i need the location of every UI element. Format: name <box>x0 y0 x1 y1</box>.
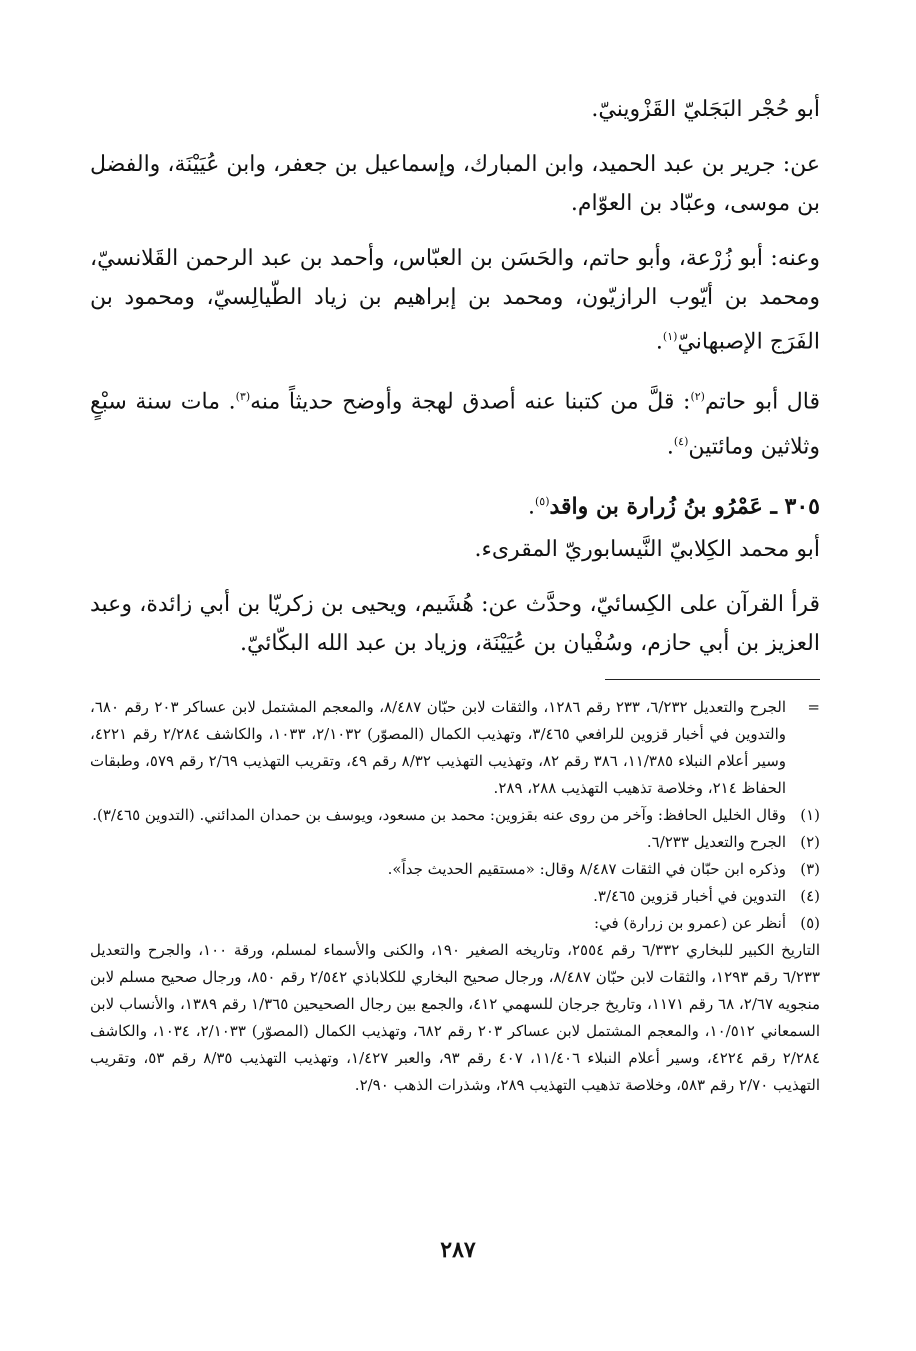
entry-nisba <box>90 530 820 569</box>
entry-end: . <box>527 494 535 520</box>
entry-heading <box>90 482 820 526</box>
page-number: ٢٨٧ <box>440 1237 476 1263</box>
opinion-paragraph <box>90 377 820 466</box>
opinion-a: قال أبو حاتم <box>704 389 821 415</box>
footnote-ref-1: (١) <box>662 330 678 343</box>
footnote-2 <box>90 829 820 856</box>
footnote-5-sources: التاريخ الكبير للبخاري ٦/٣٣٢ رقم ٢٥٥٤، وتاريخه الصغير ١٩٠، والكنى والأسماء لمسلم، ورقة ١٠٠، والجرح والتعديل ٦/٢٣٣ رقم ١٢٩٣، والثقات لابن حبّان ٨/٤٨٧، ورجال صحيح البخاري للكلاباذي ٢/٥٤٢ رقم ٨٥٠، ورجال صحيح مسلم لابن منجويه ٢/٦٧، ٦٨ رقم ١١٧١، وتاريخ جرجان للسهمي ٤١٢، والجمع بين رجال الصحيحين ١/٣٦٥ رقم ١٣٨٩، والأنساب لابن السمعاني ١٠/٥١٢، والمعجم المشتمل لابن عساكر ٢٠٣ رقم ٦٨٢، وتهذيب الكمال (المصوّر) ٢/١٠٣٣، ١٠٣٤، والكاشف ٢/٢٨٤ رقم ٤٢٢٤، وسير أعلام النبلاء ١١/٤٠٦، ٤٠٧ رقم ٩٣، والعبر ١/٤٢٧، وتهذيب التهذيب ٨/٣٥ رقم ٥٣، وتقريب التهذيب ٢/٧٠ رقم ٥٨٣، وخلاصة تذهيب التهذيب ٢٨٩، وشذرات الذهب ٢/٩٠. <box>90 941 821 1095</box>
page-content <box>90 90 820 1099</box>
footnote-4-mark: (٤) <box>800 887 820 906</box>
footnote-ref-5: (٥) <box>534 494 550 508</box>
nisba-text: أبو حُجْر البَجَليّ القَزْوينيّ. <box>591 97 820 122</box>
entry-nisba-text: أبو محمد الكِلابيّ النَّيسابوريّ المقرىء. <box>474 537 820 563</box>
footnote-3-text: وذكره ابن حبّان في الثقات ٨/٤٨٧ وقال: «مستقيم الحديث جداً». <box>387 860 786 879</box>
footnote-continued-text: الجرح والتعديل ٦/٢٣٢، ٢٣٣ رقم ١٢٨٦، والثقات لابن حبّان ٨/٤٨٧، والمعجم المشتمل لابن عساكر ٢٠٣ رقم ٦٨٠، والتدوين في أخبار قزوين للرافعي ٣/٤٦٥، وتهذيب الكمال (المصوّر) ٢/١٠٣٢، ١٠٣٣، والكاشف ٢/٢٨٤ رقم ٤٢٢١، وسير أعلام النبلاء ١١/٣٨٥، ٣٨٦ رقم ٨٢، وتهذيب التهذيب ٨/٣٢ رقم ٤٩، وتقريب التهذيب ٢/٦٩ رقم ٥٧٩، وطبقات الحفاظ ٢١٤، وخلاصة تذهيب التهذيب ٢٨٨، ٢٨٩. <box>90 698 787 798</box>
entry-narration <box>90 585 820 663</box>
opinion-c: . مات سنة سبْعٍ وثلاثين ومائتين <box>90 389 820 459</box>
footnote-4-text: التدوين في أخبار قزوين ٣/٤٦٥. <box>593 887 786 906</box>
footnote-2-mark: (٢) <box>800 833 820 852</box>
entry-title: ٣٠٥ ـ عَمْرُو بنُ زُرارة بن واقد <box>549 493 820 520</box>
footnote-4 <box>90 883 820 910</box>
footnote-divider <box>605 679 820 680</box>
footnote-3-mark: (٣) <box>800 860 820 879</box>
footnote-5-text: أنظر عن (عمرو بن زرارة) في: <box>593 914 786 933</box>
main-text <box>90 90 820 663</box>
teachers-paragraph <box>90 145 820 223</box>
footnote-continued-mark: = <box>807 698 820 717</box>
students-paragraph <box>90 239 820 361</box>
footnote-ref-2: (٢) <box>690 390 705 404</box>
footnote-continued <box>90 694 820 802</box>
footnote-ref-3: (٣) <box>235 390 251 404</box>
opinion-d: . <box>666 433 674 459</box>
footnote-5 <box>90 910 820 937</box>
footnote-3 <box>90 856 820 883</box>
footnote-2-text: الجرح والتعديل ٦/٢٣٣. <box>646 833 786 852</box>
narrator-nisba <box>90 90 820 129</box>
students-end: . <box>655 329 663 355</box>
footnote-ref-4: (٤) <box>673 434 689 448</box>
footnote-1-mark: (١) <box>800 806 820 825</box>
opinion-b: : قلَّ من كتبنا عنه أصدق لهجة وأوضح حديثاً منه <box>250 389 691 415</box>
footnotes <box>90 694 820 1099</box>
footnote-1-text: وقال الخليل الحافظ: وآخر من روى عنه بقزوين: محمد بن مسعود، ويوسف بن حمدان المدائني. (التدوين ٣/٤٦٥). <box>92 806 786 825</box>
entry-narration-text: قرأ القرآن على الكِسائيّ، وحدَّث عن: هُشَيم، ويحيى بن زكريّا بن أبي زائدة، وعبد العزيز بن أبي حازم، وسُفْيان بن عُيَيْنَة، وزياد بن عبد الله البكّائيّ. <box>90 592 820 657</box>
footnote-5-mark: (٥) <box>800 914 820 933</box>
teachers-text: عن: جرير بن عبد الحميد، وابن المبارك، وإسماعيل بن جعفر، وابن عُيَيْنَة، والفضل بن موسى، وعبّاد بن العوّام. <box>90 152 820 216</box>
students-text: وعنه: أبو زُرْعة، وأبو حاتم، والحَسَن بن العبّاس، وأحمد بن عبد الرحمن القَلانسيّ، ومحمد بن أيّوب الرازيّون، ومحمد بن إبراهيم بن زياد الطّيالِسيّ، ومحمود بن الفَرَج الإصبهانيّ <box>90 246 820 355</box>
footnote-1 <box>90 802 820 829</box>
